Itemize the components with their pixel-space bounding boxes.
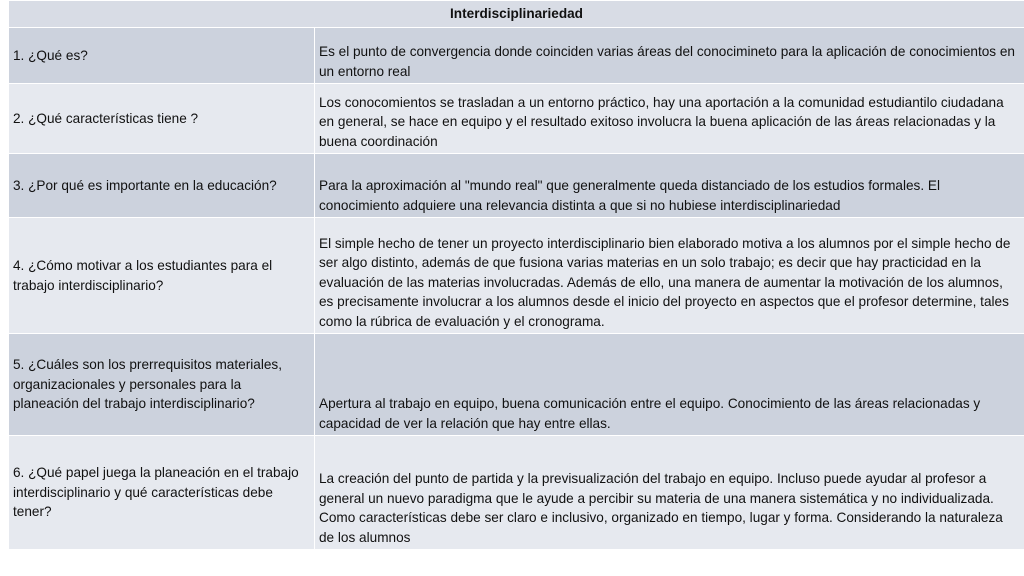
question-cell: 5. ¿Cuáles son los prerrequisitos materiales, organizacionales y personales para la planeación del trabajo interdisciplinario?	[9, 334, 315, 436]
answer-cell: Apertura al trabajo en equipo, buena comunicación entre el equipo. Conocimiento de las áreas relacionadas y capacidad de ver la relación que hay entre ellas.	[315, 334, 1024, 436]
answer-cell: El simple hecho de tener un proyecto interdisciplinario bien elaborado motiva a los alumnos por el simple hecho de ser algo distinto, además de que fusiona varias materias en un solo trabajo; es decir que hay practicidad en la evaluación de las materias involucradas. Además de ello, una manera de aumentar la motivación de los alumnos, es precisamente involucrar a los alumnos desde el inicio del proyecto en aspectos que el profesor determine, tales como la rúbrica de evaluación y el cronograma.	[315, 218, 1024, 334]
answer-cell: La creación del punto de partida y la previsualización del trabajo en equipo. Incluso puede ayudar al profesor a general un nuevo paradigma que le ayude a percibir su materia de una manera sistemática y no individualizada. Como características debe ser claro e inclusivo, organizado en tiempo, lugar y forma. Considerando la naturaleza de los alumnos	[315, 436, 1024, 550]
question-cell: 6. ¿Qué papel juega la planeación en el trabajo interdisciplinario y qué características debe tener?	[9, 436, 315, 550]
question-cell: 3. ¿Por qué es importante en la educación?	[9, 154, 315, 218]
answer-cell: Es el punto de convergencia donde coinciden varias áreas del conocimineto para la aplicación de conocimientos en un entorno real	[315, 28, 1024, 84]
question-cell: 1. ¿Qué es?	[9, 28, 315, 84]
table-header-row	[9, 1, 1024, 28]
interdisciplinariedad-table	[8, 0, 1024, 550]
table-row	[9, 436, 1024, 550]
answer-cell: Los conocomientos se trasladan a un entorno práctico, hay una aportación a la comunidad estudiantilo ciudadana en general, se hace en equipo y el resultado exitoso involucra la buena aplicación de las áreas relacionadas y la buena coordinación	[315, 84, 1024, 154]
question-cell: 2. ¿Qué características tiene ?	[9, 84, 315, 154]
question-cell: 4. ¿Cómo motivar a los estudiantes para el trabajo interdisciplinario?	[9, 218, 315, 334]
table-row	[9, 84, 1024, 154]
table-row	[9, 28, 1024, 84]
table-row	[9, 218, 1024, 334]
answer-cell: Para la aproximación al "mundo real" que generalmente queda distanciado de los estudios formales. El conocimiento adquiere una relevancia distinta a que si no hubiese interdisciplinariedad	[315, 154, 1024, 218]
table-row	[9, 154, 1024, 218]
table-title: Interdisciplinariedad	[9, 1, 1024, 28]
table-row	[9, 334, 1024, 436]
